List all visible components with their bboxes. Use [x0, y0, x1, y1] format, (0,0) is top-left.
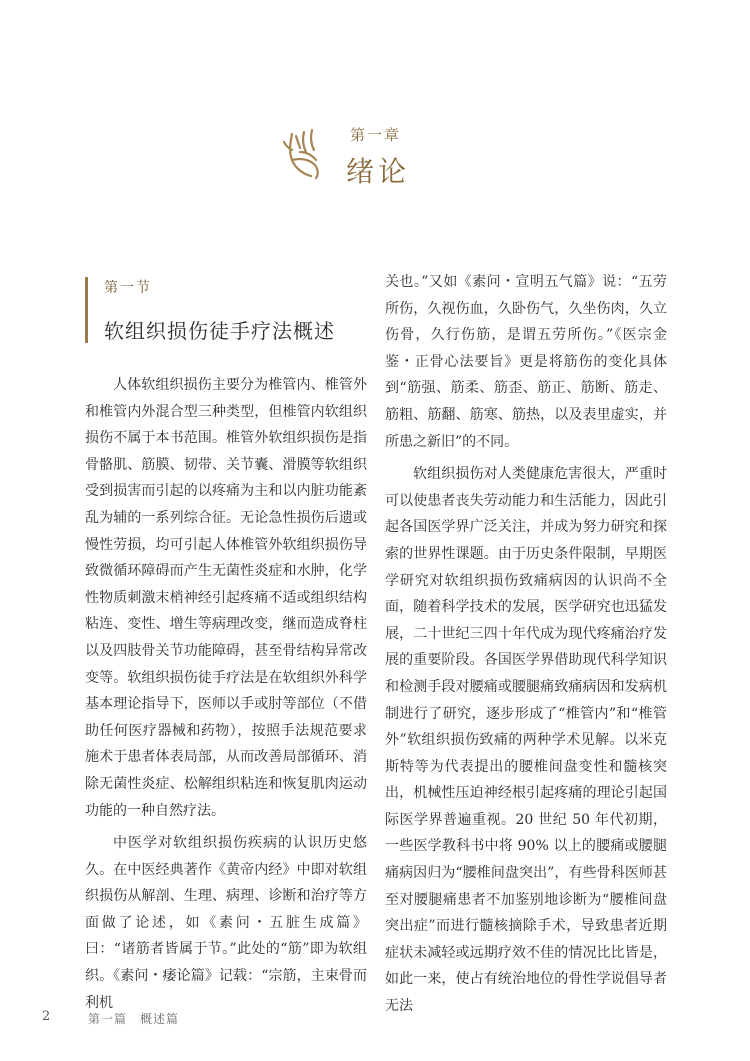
section-label: 第一节	[104, 280, 152, 296]
paragraph: 关也。”又如《素问・宣明五气篇》说：“五劳所伤，久视伤血，久卧伤气，久坐伤肉，久立伤骨，久行伤筋，是谓五劳所伤。”《医宗金鉴・正骨心法要旨》更是将筋伤的变化具体到“筋强、筋柔、筋歪、筋正、筋断、筋走、筋粗、筋翻、筋寒、筋热，以及表里虚实，并所患之新旧”的不同。	[385, 274, 667, 450]
running-footer: 第一篇 概述篇	[88, 1012, 180, 1026]
page-number: 2	[42, 1009, 51, 1024]
left-column	[85, 372, 367, 1016]
section-divider	[85, 277, 88, 343]
right-column	[385, 269, 667, 1020]
chapter-title: 绪论	[346, 155, 411, 188]
section-title: 软组织损伤徒手疗法概述	[104, 319, 335, 343]
paragraph: 软组织损伤对人类健康危害很大，严重时可以使患者丧失劳动能力和生活能力，因此引起各国医学界广泛关注，并成为努力研究和探索的世界性课题。由于历史条件限制，早期医学研究对软组织损伤致痛病因的认识尚不全面，随着科学技术的发展，医学研究也迅猛发展，二十世纪三四十年代成为现代疼痛治疗发展的重要阶段。各国医学界借助现代科学知识和检测手段对腰痛或腰腿痛致痛病因和发病机制进行了研究，逐步形成了“椎管内”和“椎管外”软组织损伤致痛的两种学术见解。以米克斯特等为代表提出的腰椎间盘变性和髓核突出，机械性压迫神经根引起疼痛的理论引起国际医学界普遍重视。20 世纪 50 年代初期，一些医学教科书中将 90% 以上的腰痛或腰腿痛病因归为“腰椎间盘突出”，有些骨科医师甚至对腰腿痛患者不加鉴别地诊断为“腰椎间盘突出症”而进行髓核摘除手术，导致患者近期症状未减轻或远期疗效不佳的情况比比皆是，如此一来，使占有统治地位的骨性学说倡导者无法	[385, 466, 667, 1015]
paragraph: 中医学对软组织损伤疾病的认识历史悠久。在中医经典著作《黄帝内经》中即对软组织损伤从解剖、生理、病理、诊断和治疗等方面做了论述，如《素问・五脏生成篇》曰：“诸筋者皆属于节。”此处的“筋”即为软组织。《素问・痿论篇》记载：“宗筋，主束骨而利机	[85, 835, 367, 1011]
chapter-label: 第一章	[350, 126, 402, 144]
hand-icon	[278, 122, 340, 184]
paragraph: 人体软组织损伤主要分为椎管内、椎管外和椎管内外混合型三种类型，但椎管内软组织损伤不属于本书范围。椎管外软组织损伤是指骨骼肌、筋膜、韧带、关节囊、滑膜等软组织受到损害而引起的以疼痛为主和以内脏功能紊乱为辅的一系列综合征。无论急性损伤后遗或慢性劳损，均可引起人体椎管外软组织损伤导致微循环障碍而产生无菌性炎症和水肿，化学性物质刺激末梢神经引起疼痛不适或组织结构粘连、变性、增生等病理改变，继而造成脊柱以及四肢骨关节功能障碍，甚至骨结构异常改变等。软组织损伤徒手疗法是在软组织外科学基本理论指导下，医师以手或肘等部位（不借助任何医疗器械和药物），按照手法规范要求施术于患者体表局部，从而改善局部循环、消除无菌性炎症、松解组织粘连和恢复肌肉运动功能的一种自然疗法。	[85, 377, 367, 819]
